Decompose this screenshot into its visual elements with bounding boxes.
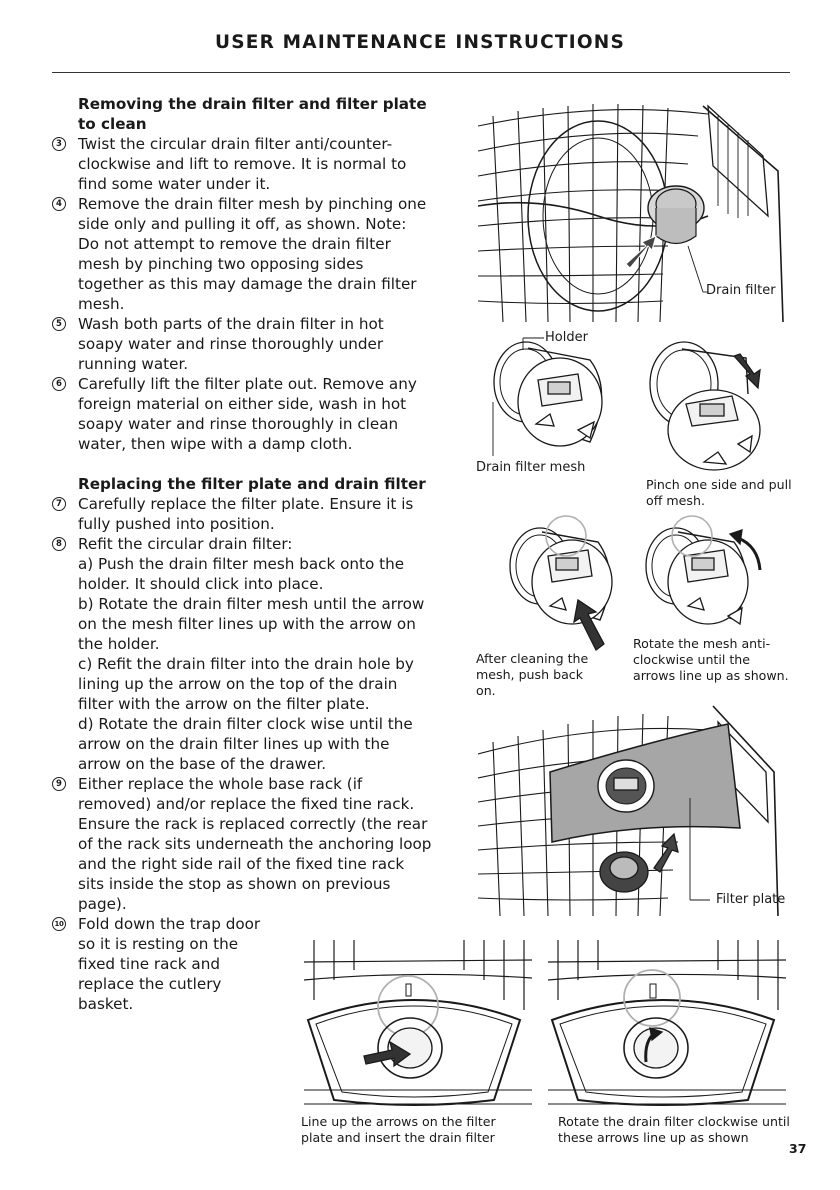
step-number: 7 — [52, 497, 66, 511]
filter-plate-label: Filter plate — [716, 892, 786, 907]
step-text: Twist the circular drain filter anti/counter-clockwise and lift to remove. It is normal to find some water under it. — [78, 135, 407, 193]
step-number: 9 — [52, 777, 66, 791]
step-number: 8 — [52, 537, 66, 551]
step-text: Refit the circular drain filter: — [78, 535, 293, 553]
rotate-mesh-caption: Rotate the mesh anti-clockwise until the arrows line up as shown. — [633, 636, 789, 683]
push-mesh-illustration — [500, 512, 624, 652]
step-number: 6 — [52, 377, 66, 391]
holder-label: Holder — [545, 330, 588, 345]
header-rule — [52, 72, 790, 73]
substep-d: d) Rotate the drain filter clock wise until the arrow on the drain filter lines up with the arrow on the base of the drawer. — [78, 715, 413, 773]
step-text: Fold down the trap door so it is resting on the fixed tine rack and replace the cutlery basket. — [78, 915, 261, 1013]
step-3 — [52, 134, 432, 194]
step-number: 10 — [52, 917, 66, 931]
instructions-column — [52, 94, 432, 1014]
filter-plate-rack-illustration — [478, 702, 788, 916]
push-caption: After cleaning the mesh, push back on. — [476, 651, 589, 698]
step-text: Either replace the whole base rack (if removed) and/or replace the fixed tine rack. Ensure the rack is replaced correctly (the rear of the rack sits underneath the anchoring loop and the right side rail of the fixed tine rack sits inside the stop as shown on previous page). — [78, 775, 432, 913]
step-text: Remove the drain filter mesh by pinching one side only and pulling it off, as shown. Note: Do not attempt to remove the drain filter mesh by pinching two opposing sides together as this may damage the drain filter mesh. — [78, 195, 427, 313]
step-text: Carefully replace the filter plate. Ensure it is fully pushed into position. — [78, 495, 414, 533]
line-up-caption: Line up the arrows on the filter plate and insert the drain filter — [301, 1114, 496, 1145]
step-10 — [52, 914, 267, 1014]
replace-heading: Replacing the filter plate and drain filter — [78, 475, 426, 493]
page-title: USER MAINTENANCE INSTRUCTIONS — [215, 32, 625, 53]
rotate-mesh-illustration — [634, 512, 774, 640]
step-number: 5 — [52, 317, 66, 331]
filter-holder-mesh-illustration — [478, 330, 618, 460]
step-number: 3 — [52, 137, 66, 151]
substep-c: c) Refit the drain filter into the drain hole by lining up the arrow on the top of the drain filter with the arrow on the filter plate. — [78, 655, 414, 713]
step-8 — [52, 534, 432, 774]
rotate-drain-filter-illustration — [548, 940, 786, 1110]
page-number: 37 — [789, 1141, 807, 1156]
substep-a: a) Push the drain filter mesh back onto the holder. It should click into place. — [78, 555, 405, 593]
step-9 — [52, 774, 432, 914]
step-6 — [52, 374, 432, 454]
step-4 — [52, 194, 432, 314]
remove-heading: Removing the drain filter and filter plate to clean — [78, 95, 427, 133]
line-up-arrows-illustration — [304, 940, 532, 1110]
step-7 — [52, 494, 432, 534]
step-text: Carefully lift the filter plate out. Remove any foreign material on either side, wash in hot soapy water and rinse thoroughly in clean water, then wipe with a damp cloth. — [78, 375, 417, 453]
pinch-mesh-illustration — [634, 334, 774, 476]
drain-filter-mesh-label: Drain filter mesh — [476, 460, 586, 475]
substep-b: b) Rotate the drain filter mesh until the arrow on the mesh filter lines up with the arrow on the holder. — [78, 595, 425, 653]
pinch-caption: Pinch one side and pull off mesh. — [646, 477, 792, 508]
step-text: Wash both parts of the drain filter in hot soapy water and rinse thoroughly under running water. — [78, 315, 384, 373]
step-number: 4 — [52, 197, 66, 211]
rotate-drain-filter-caption: Rotate the drain filter clockwise until these arrows line up as shown — [558, 1114, 790, 1145]
drain-filter-label: Drain filter — [706, 283, 776, 298]
step-5 — [52, 314, 432, 374]
